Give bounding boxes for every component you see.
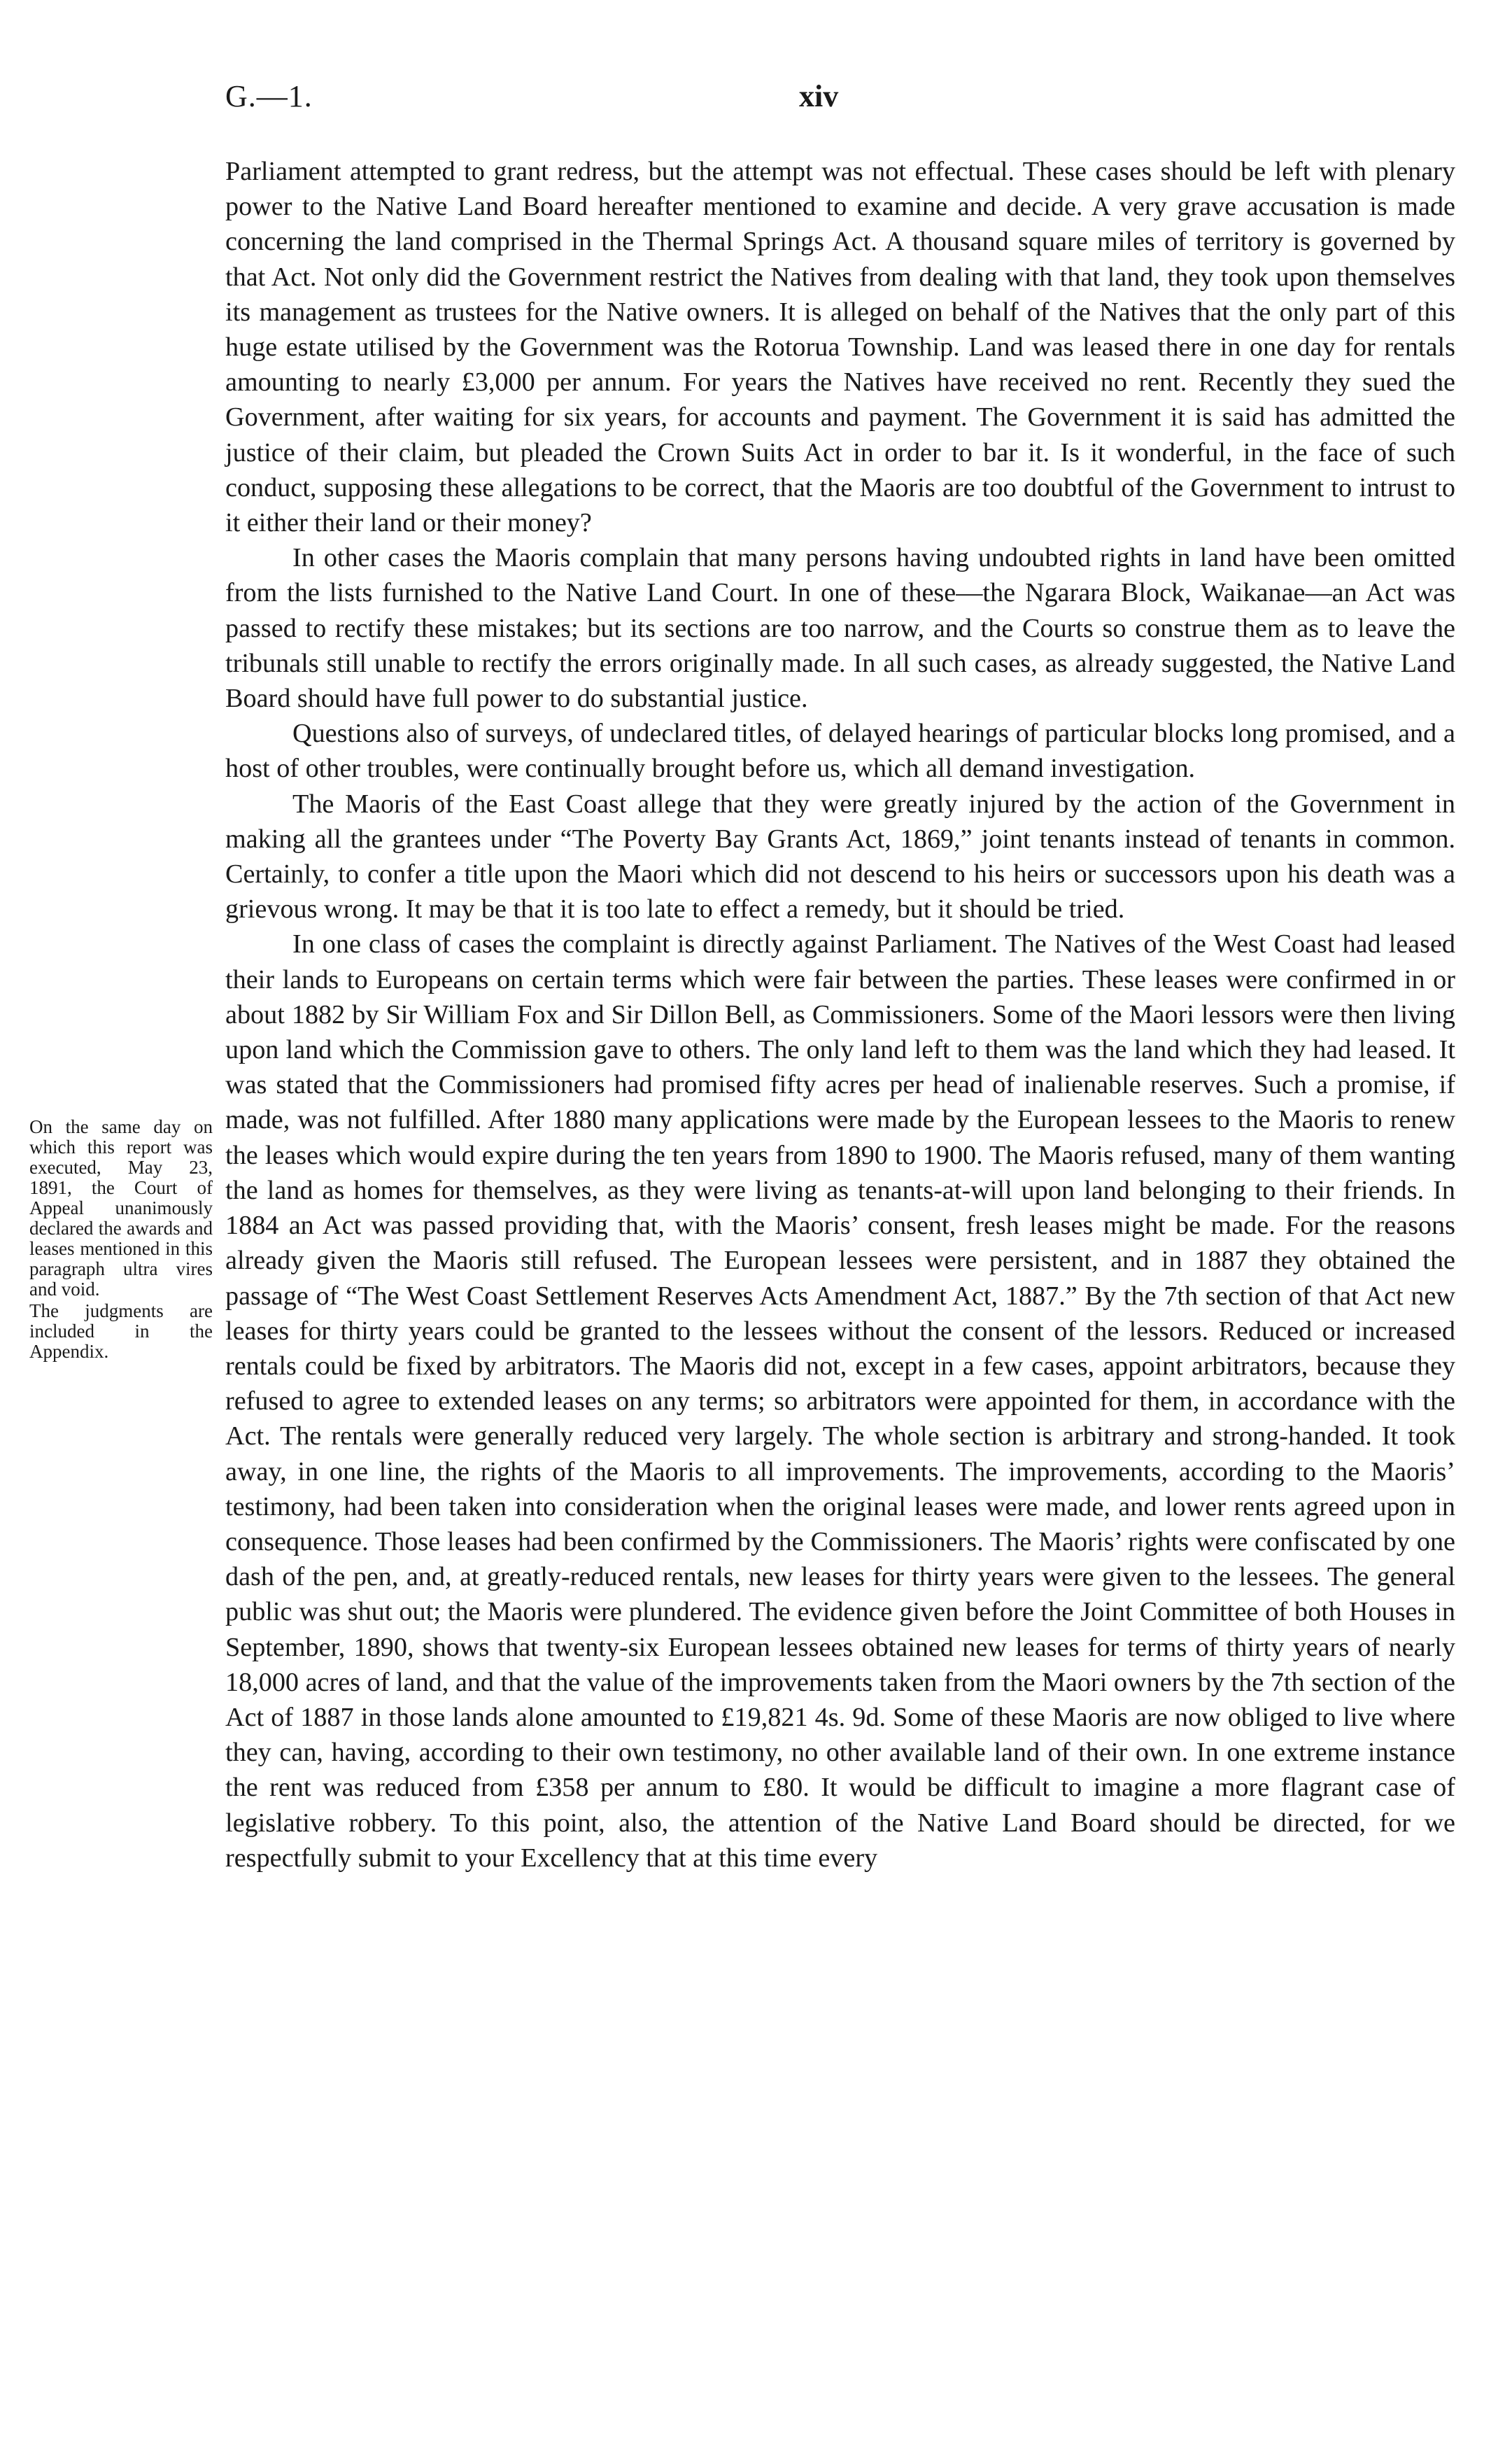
page-header xyxy=(225,78,1471,120)
margin-note xyxy=(29,1117,213,1362)
paragraph-omitted-owners: In other cases the Maoris complain that many persons having undoubted rights in land have been omitted from the lists furnished to the Native Land Court. In one of these—the Ngarara Block, Waikanae—an Act was passed to rectify these mistakes; but its sections are too narrow, and the Courts so construe them as to leave the tribunals still unable to rectify the errors originally made. In all such cases, as already suggested, the Native Land Board should have full power to do substantial justice. xyxy=(225,543,1455,714)
margin-note-court-ruling: On the same day on which this report was executed, May 23, 1891, the Court of Appeal unanimously declared the awards and leases mentioned in this paragraph ultra vires and void. xyxy=(29,1116,213,1300)
paragraph-thermal-springs: Parliament attempted to grant redress, but the attempt was not effectual. These cases should be left with plenary power to the Native Land Board hereafter mentioned to examine and decide. A very grave accusation is made concerning the land comprised in the Thermal Springs Act. A thousand square miles of territory is governed by that Act. Not only did the Government restrict the Natives from dealing with that land, they took upon themselves its management as trustees for the Native owners. It is alleged on behalf of the Natives that the only part of this huge estate utilised by the Government was the Rotorua Township. Land was leased there in one day for rentals amounting to nearly £3,000 per annum. For years the Natives have received no rent. Recently they sued the Government, after waiting for six years, for accounts and payment. The Government it is said has admitted the justice of their claim, but pleaded the Crown Suits Act in order to bar it. Is it wonderful, in the face of such conduct, supposing these allegations to be correct, that the Maoris are too doubtful of the Government to intrust to it either their land or their money? xyxy=(225,157,1455,538)
paragraph-east-coast: The Maoris of the East Coast allege that they were greatly injured by the action of the Government in making all the grantees under “The Poverty Bay Grants Act, 1869,” joint tenants instead of tenants in common. Certainly, to confer a title upon the Maori which did not descend to his heirs or successors upon his death was a grievous wrong. It may be that it is too late to effect a remedy, but it should be tried. xyxy=(225,789,1455,924)
page-number: xiv xyxy=(799,79,839,113)
paragraph-surveys: Questions also of surveys, of undeclared titles, of delayed hearings of particular blocks long promised, and a host of other troubles, were continually brought before us, which all demand investigation. xyxy=(225,719,1455,784)
paragraph-west-coast-leases: In one class of cases the complaint is directly against Parliament. The Natives of the West Coast had leased their lands to Europeans on certain terms which were fair between the parties. These leases were confirmed in or about 1882 by Sir William Fox and Sir Dillon Bell, as Commissioners. Some of the Maori lessors were then living upon land which the Commission gave to others. The only land left to them was the land which they had leased. It was stated that the Commissioners had promised fifty acres per head of inalienable reserves. Such a promise, if made, was not fulfilled. After 1880 many applications were made by the European lessees to the Maoris to renew the leases which would expire during the ten years from 1890 to 1900. The Maoris refused, many of them wanting the land as homes for themselves, as they were living as tenants-at-will upon land belonging to their friends. In 1884 an Act was passed providing that, with the Maoris’ consent, fresh leases might be made. For the reasons already given the Maoris still refused. The European lessees were persistent, and in 1887 they obtained the passage of “The West Coast Settlement Reserves Acts Amendment Act, 1887.” By the 7th section of that Act new leases for thirty years could be granted to the lessees without the consent of the lessors. Reduced or increased rentals could be fixed by arbitrators. The Maoris did not, except in a few cases, appoint arbitrators, because they refused to agree to extended leases on any terms; so arbitrators were appointed for them, in accordance with the Act. The rentals were generally reduced very largely. The whole section is arbitrary and strong-handed. It took away, in one line, the rights of the Maoris to all improvements. The improvements, according to the Maoris’ testimony, had been taken into consideration when the original leases were made, and lower rents agreed upon in consequence. Those leases had been confirmed by the Commissioners. The Maoris’ rights were confiscated by one dash of the pen, and, at greatly-reduced rentals, new leases for thirty years were given to the lessees. The general public was shut out; the Maoris were plundered. The evidence given before the Joint Committee of both Houses in September, 1890, shows that twenty-six European lessees obtained new leases for terms of thirty years of nearly 18,000 acres of land, and that the value of the improvements taken from the Maori owners by the 7th section of the Act of 1887 in those lands alone amounted to £19,821 4s. 9d. Some of these Maoris are now obliged to live where they can, having, according to their own testimony, no other available land of their own. In one extreme instance the rent was reduced from £358 per annum to £80. It would be difficult to imagine a more flagrant case of legislative robbery. To this point, also, the attention of the Native Land Board should be directed, for we respectfully submit to your Excellency that at this time every xyxy=(225,929,1455,1873)
margin-note-appendix: The judgments are included in the Appendix. xyxy=(29,1300,213,1362)
document-reference: G.—1. xyxy=(225,79,313,113)
body-text xyxy=(225,154,1455,1876)
